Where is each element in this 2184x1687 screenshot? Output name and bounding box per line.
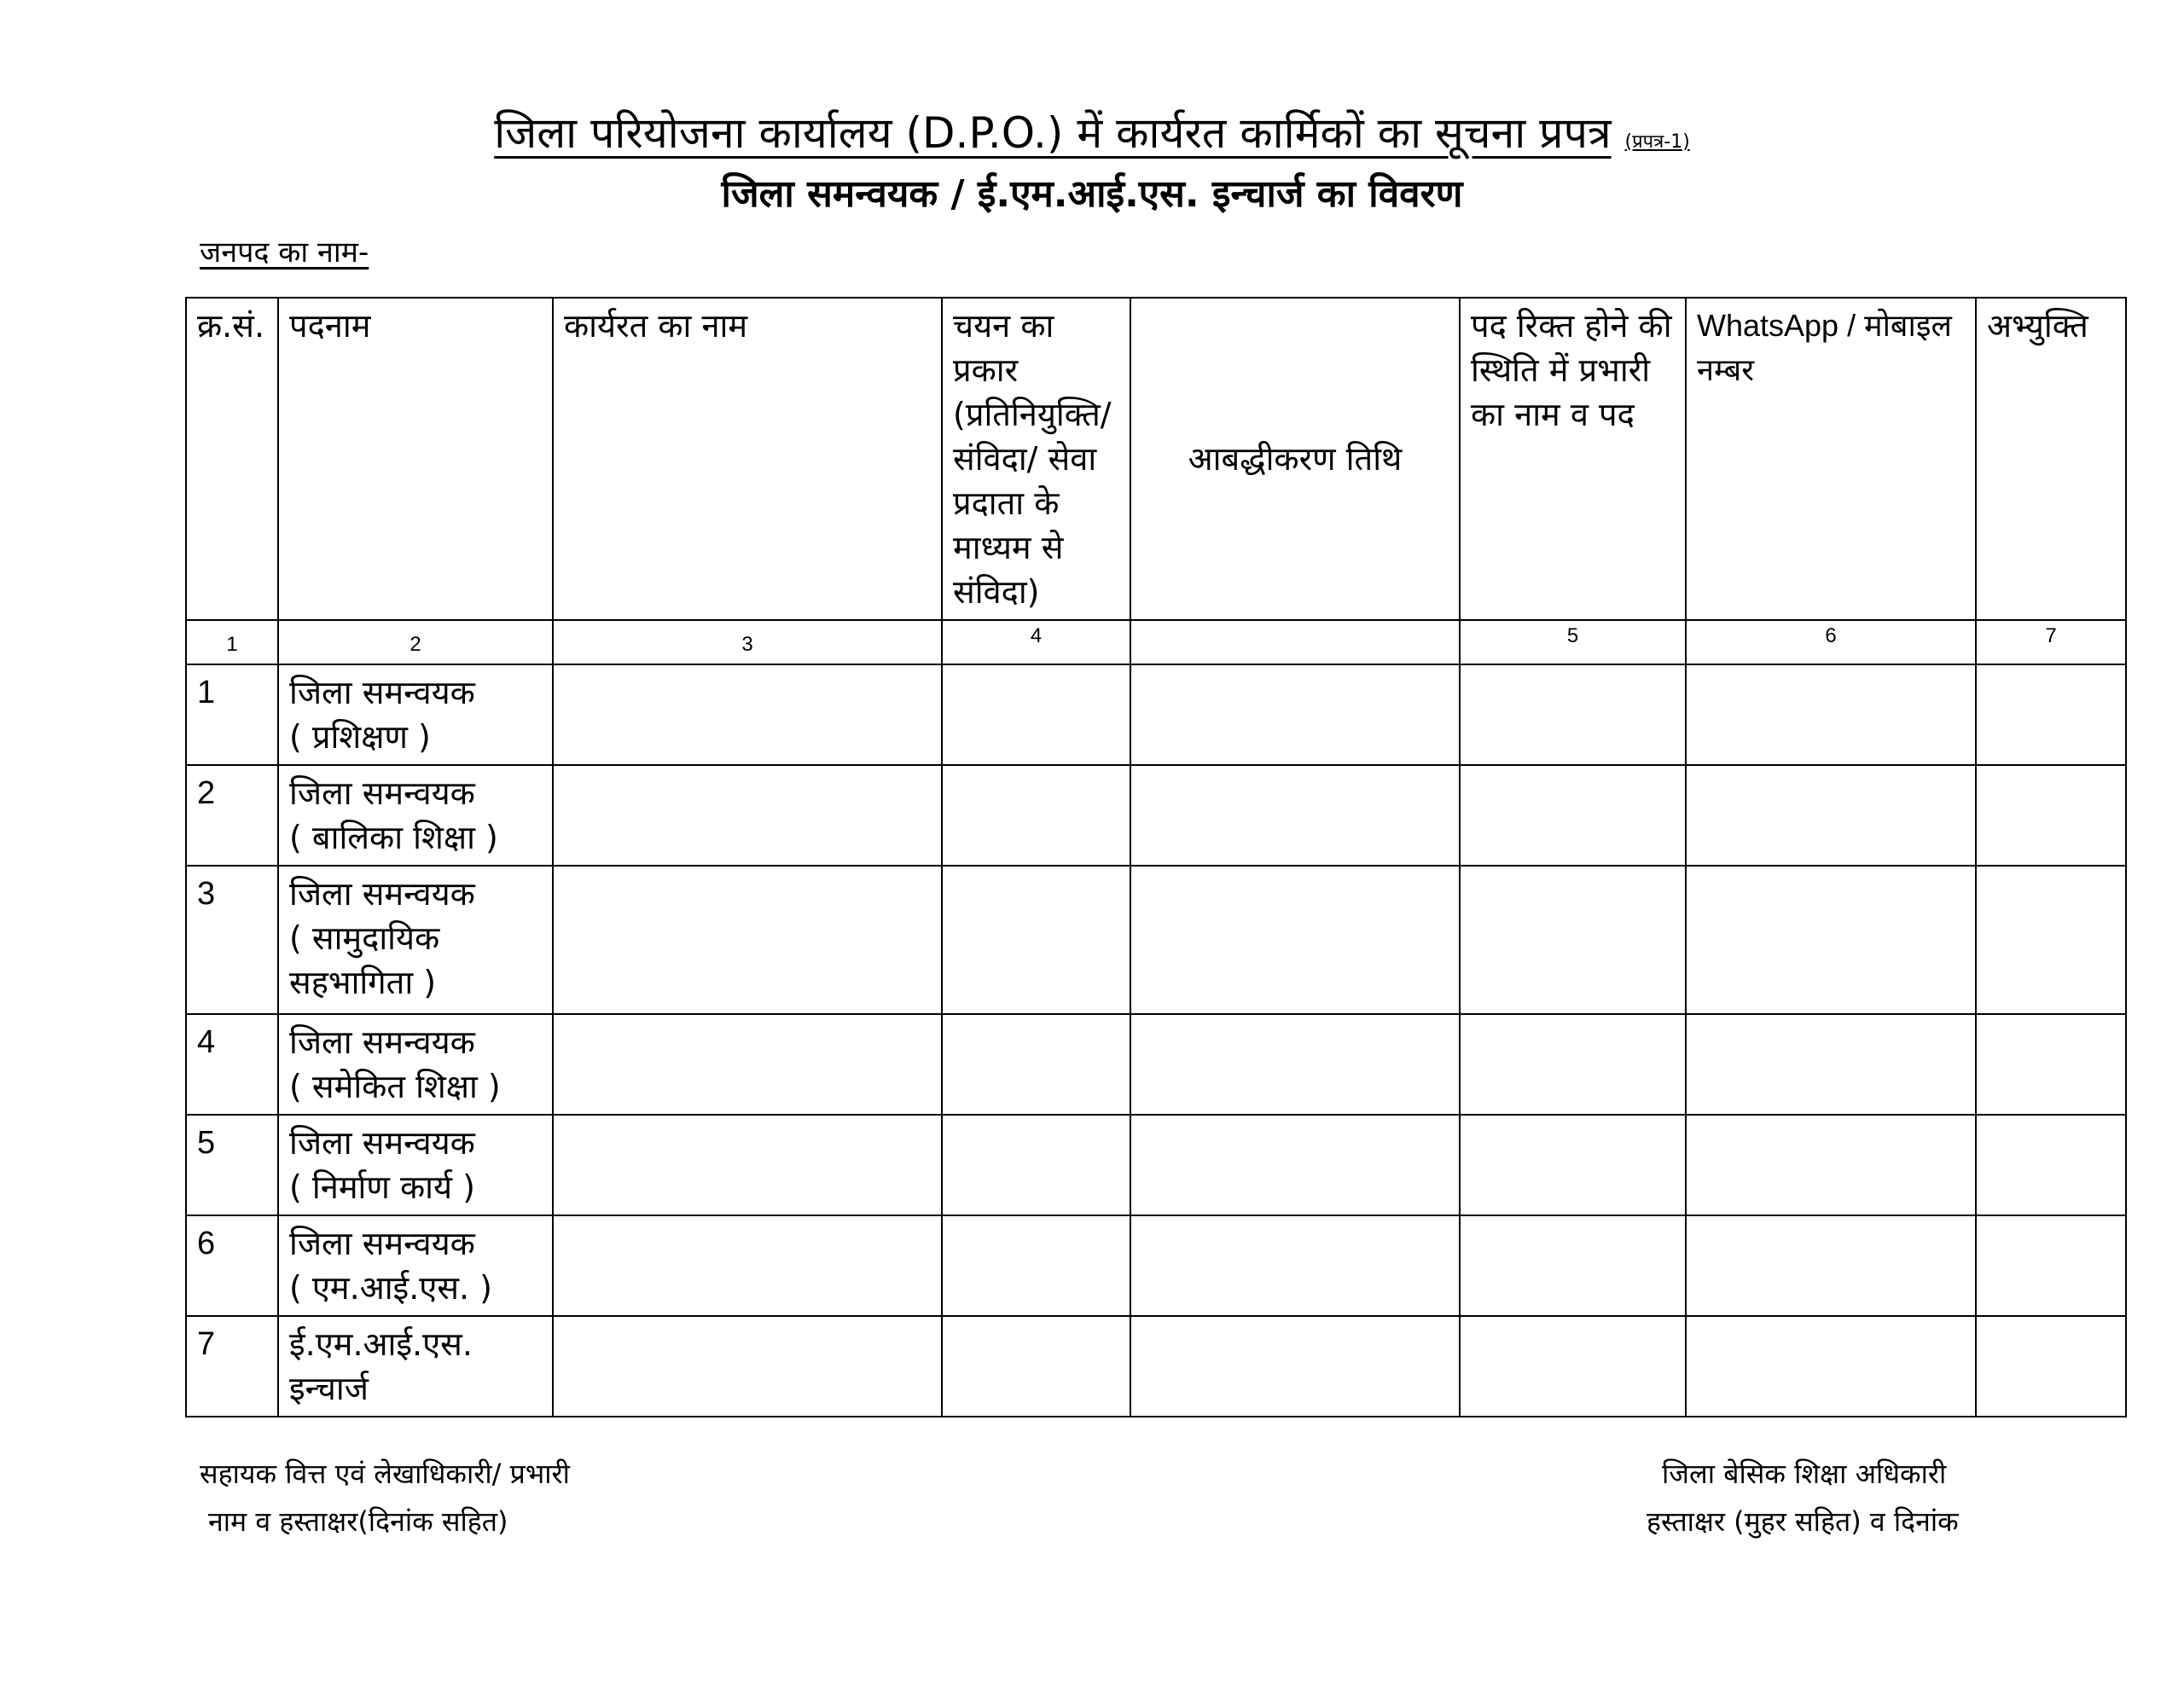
attachment-date-cell[interactable] <box>1130 664 1460 765</box>
attachment-date-cell[interactable] <box>1130 765 1460 866</box>
remarks-cell[interactable] <box>1976 1316 2126 1417</box>
selection-type-cell[interactable] <box>942 765 1130 866</box>
selection-type-cell[interactable] <box>942 1316 1130 1417</box>
remarks-cell[interactable] <box>1976 765 2126 866</box>
bsa-title: जिला बेसिक शिक्षा अधिकारी <box>1662 1458 1947 1490</box>
designation-title: जिला समन्वयक <box>289 1124 475 1162</box>
header-selection-type: चयन का प्रकार (प्रतिनियुक्ति/ संविदा/ सेवा प्रदाता के माध्यम से संविदा) <box>942 298 1130 620</box>
finance-officer-signature-line: नाम व हस्ताक्षर(दिनांक सहित) <box>208 1505 508 1538</box>
attachment-date-cell[interactable] <box>1130 1115 1460 1215</box>
table-row <box>186 664 2126 765</box>
district-name-label: जनपद का नाम- <box>200 235 369 270</box>
mobile-cell[interactable] <box>1686 866 1976 1014</box>
signature-block-bsa <box>1647 1450 1959 1545</box>
serial-number: 7 <box>186 1316 278 1417</box>
employee-name-cell[interactable] <box>553 1215 942 1316</box>
incharge-cell[interactable] <box>1460 1215 1686 1316</box>
signature-block-finance-officer <box>200 1450 570 1545</box>
column-number: 4 <box>942 620 1130 664</box>
designation-cell <box>278 1115 553 1215</box>
employee-name-cell[interactable] <box>553 1115 942 1215</box>
designation-cell <box>278 765 553 866</box>
table-row <box>186 765 2126 866</box>
selection-type-cell[interactable] <box>942 1014 1130 1115</box>
column-number: 6 <box>1686 620 1976 664</box>
title-text: जिला परियोजना कार्यालय (D.P.O.) में कार्यरत कार्मिकों का सूचना प्रपत्र <box>494 108 1612 158</box>
column-number: 5 <box>1460 620 1686 664</box>
designation-detail: ( सामुदायिक सहभागिता ) <box>289 919 440 1001</box>
designation-cell <box>278 1215 553 1316</box>
header-whatsapp-mobile: WhatsApp / मोबाइल नम्बर <box>1686 298 1976 620</box>
designation-cell <box>278 1316 553 1417</box>
selection-type-cell[interactable] <box>942 866 1130 1014</box>
remarks-cell[interactable] <box>1976 664 2126 765</box>
column-number-row <box>186 620 2126 664</box>
table-row <box>186 1215 2126 1316</box>
designation-detail: ( समेकित शिक्षा ) <box>289 1068 501 1105</box>
incharge-cell[interactable] <box>1460 1115 1686 1215</box>
column-number: 1 <box>186 620 278 664</box>
header-incharge-if-vacant: पद रिक्त होने की स्थिति में प्रभारी का नाम व पद <box>1460 298 1686 620</box>
header-remarks: अभ्युक्ति <box>1976 298 2126 620</box>
selection-type-cell[interactable] <box>942 664 1130 765</box>
designation-title: जिला समन्वयक <box>289 1023 475 1061</box>
remarks-cell[interactable] <box>1976 1215 2126 1316</box>
designation-cell <box>278 664 553 765</box>
document-title <box>0 106 2184 170</box>
header-employee-name: कार्यरत का नाम <box>553 298 942 620</box>
bsa-signature-line: हस्ताक्षर (मुहर सहित) व दिनांक <box>1647 1505 1959 1538</box>
employee-name-cell[interactable] <box>553 1316 942 1417</box>
attachment-date-cell[interactable] <box>1130 1014 1460 1115</box>
column-number: 3 <box>553 620 942 664</box>
selection-type-cell[interactable] <box>942 1215 1130 1316</box>
staff-info-table <box>185 297 2127 1417</box>
incharge-cell[interactable] <box>1460 1014 1686 1115</box>
remarks-cell[interactable] <box>1976 866 2126 1014</box>
designation-title: जिला समन्वयक <box>289 774 475 812</box>
designation-detail: ( प्रशिक्षण ) <box>289 718 431 756</box>
incharge-cell[interactable] <box>1460 866 1686 1014</box>
serial-number: 2 <box>186 765 278 866</box>
designation-detail: ( बालिका शिक्षा ) <box>289 819 498 856</box>
table-row <box>186 1115 2126 1215</box>
table-header-row <box>186 298 2126 620</box>
attachment-date-cell[interactable] <box>1130 1215 1460 1316</box>
designation-cell <box>278 866 553 1014</box>
incharge-cell[interactable] <box>1460 1316 1686 1417</box>
header-serial-no: क्र.सं. <box>186 298 278 620</box>
serial-number: 1 <box>186 664 278 765</box>
mobile-cell[interactable] <box>1686 1316 1976 1417</box>
designation-detail: इन्चार्ज <box>289 1370 369 1407</box>
attachment-date-cell[interactable] <box>1130 1316 1460 1417</box>
designation-detail: ( एम.आई.एस. ) <box>289 1269 492 1307</box>
document-subtitle: जिला समन्वयक / ई.एम.आई.एस. इन्चार्ज का विवरण <box>721 172 1463 216</box>
designation-title: जिला समन्वयक <box>289 1225 475 1262</box>
column-number: 2 <box>278 620 553 664</box>
designation-cell <box>278 1014 553 1115</box>
designation-detail: ( निर्माण कार्य ) <box>289 1168 475 1206</box>
designation-title: ई.एम.आई.एस. <box>289 1325 473 1363</box>
incharge-cell[interactable] <box>1460 765 1686 866</box>
header-attachment-date: आबद्धीकरण तिथि <box>1130 298 1460 620</box>
column-number <box>1130 620 1460 664</box>
remarks-cell[interactable] <box>1976 1014 2126 1115</box>
column-number: 7 <box>1976 620 2126 664</box>
employee-name-cell[interactable] <box>553 664 942 765</box>
mobile-cell[interactable] <box>1686 1215 1976 1316</box>
incharge-cell[interactable] <box>1460 664 1686 765</box>
table-row <box>186 1014 2126 1115</box>
designation-title: जिला समन्वयक <box>289 674 475 711</box>
finance-officer-title: सहायक वित्त एवं लेखाधिकारी/ प्रभारी <box>200 1458 570 1490</box>
serial-number: 6 <box>186 1215 278 1316</box>
remarks-cell[interactable] <box>1976 1115 2126 1215</box>
form-reference: (प्रपत्र-1) <box>1624 131 1690 153</box>
table-row <box>186 866 2126 1014</box>
mobile-cell[interactable] <box>1686 664 1976 765</box>
selection-type-cell[interactable] <box>942 1115 1130 1215</box>
designation-title: जिला समन्वयक <box>289 875 475 913</box>
employee-name-cell[interactable] <box>553 866 942 1014</box>
serial-number: 4 <box>186 1014 278 1115</box>
table-row <box>186 1316 2126 1417</box>
mobile-cell[interactable] <box>1686 1014 1976 1115</box>
employee-name-cell[interactable] <box>553 1014 942 1115</box>
header-designation: पदनाम <box>278 298 553 620</box>
employee-name-cell[interactable] <box>553 765 942 866</box>
serial-number: 3 <box>186 866 278 1014</box>
attachment-date-cell[interactable] <box>1130 866 1460 1014</box>
mobile-cell[interactable] <box>1686 765 1976 866</box>
mobile-cell[interactable] <box>1686 1115 1976 1215</box>
serial-number: 5 <box>186 1115 278 1215</box>
